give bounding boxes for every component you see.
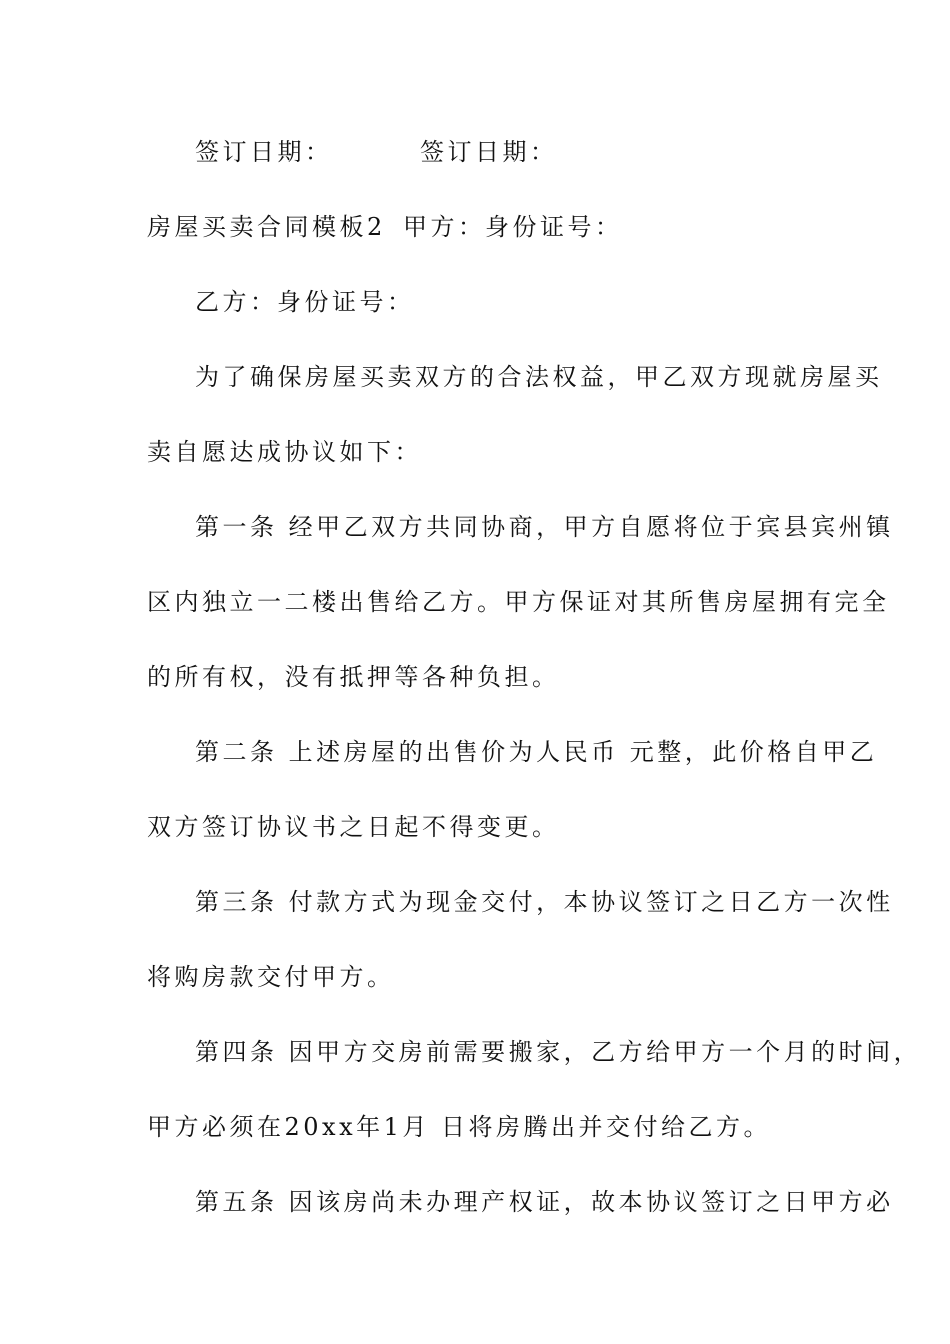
article-3-line-1: 第三条 付款方式为现金交付，本协议签订之日乙方一次性 [195,888,894,916]
body-line-2: 卖自愿达成协议如下： [147,438,422,466]
article-5-line-1: 第五条 因该房尚未办理产权证，故本协议签订之日甲方必 [195,1188,894,1216]
party-b-row [195,286,817,318]
article-2-line-1: 第二条 上述房屋的出售价为人民币 元整，此价格自甲乙 [195,738,878,766]
contract-title: 房屋买卖合同模板2 [147,213,386,241]
article-3-line-2: 将购房款交付甲方。 [147,963,395,991]
signing-date-right: 签订日期： [420,138,558,166]
article-1-line-2: 区内独立一二楼出售给乙方。甲方保证对其所售房屋拥有完全 [147,588,890,616]
heading-row [147,211,817,243]
signing-date-left: 签订日期： [195,138,333,166]
signing-date-row [195,136,817,168]
party-b-id-label: 身份证号： [277,288,415,316]
article-4-line-1: 第四条 因甲方交房前需要搬家，乙方给甲方一个月的时间， [195,1038,922,1066]
party-a-label: 甲方： [403,213,486,241]
article-4-line-2: 甲方必须在20xx年1月 日将房腾出并交付给乙方。 [147,1113,772,1141]
article-1-line-3: 的所有权，没有抵押等各种负担。 [147,663,560,691]
party-a-id-label: 身份证号： [485,213,623,241]
body-line-1: 为了确保房屋买卖双方的合法权益，甲乙双方现就房屋买 [195,363,883,391]
party-b-label: 乙方： [195,288,278,316]
article-1-line-1: 第一条 经甲乙双方共同协商，甲方自愿将位于宾县宾州镇 [195,513,894,541]
article-2-line-2: 双方签订协议书之日起不得变更。 [147,813,560,841]
